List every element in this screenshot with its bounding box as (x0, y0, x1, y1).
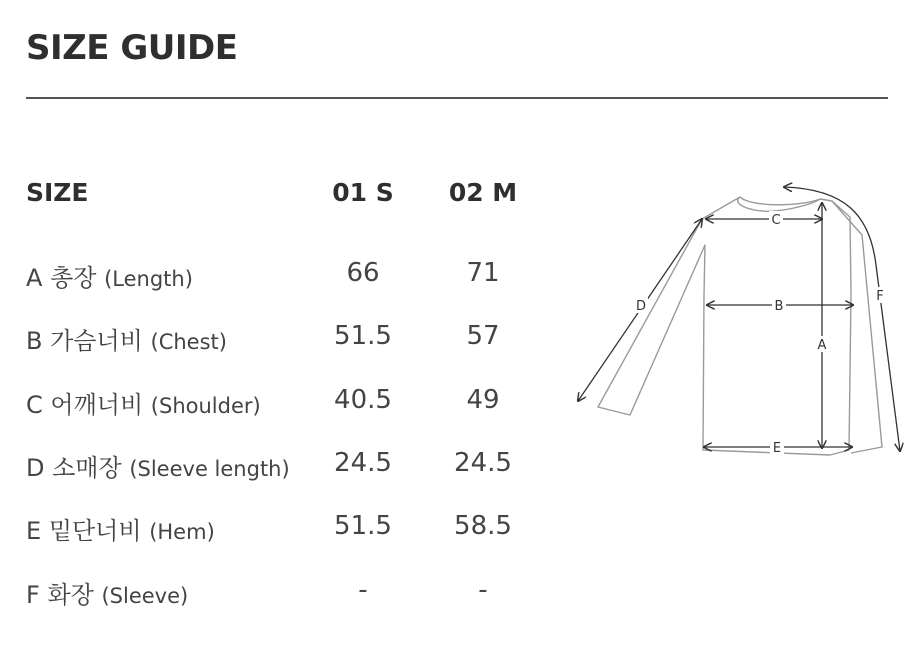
value-s: 66 (346, 258, 380, 288)
dimension-f-label: F (876, 289, 884, 304)
row-letter: F (26, 581, 40, 609)
row-label (26, 385, 261, 420)
row-korean-label: 총장 (50, 264, 97, 292)
value-s: 51.5 (334, 321, 392, 351)
row-english-label: (Chest) (150, 330, 227, 354)
row-english-label: (Sleeve length) (129, 457, 290, 481)
dimension-e-label: E (772, 441, 782, 456)
row-english-label: (Sleeve) (101, 584, 189, 608)
value-s: 40.5 (334, 385, 392, 415)
size-header: SIZE (26, 178, 89, 207)
dimension-b-label: B (774, 299, 784, 314)
garment-measurement-diagram (570, 175, 910, 475)
garment-outline (598, 197, 882, 455)
value-s: 51.5 (334, 511, 392, 541)
row-label (26, 511, 215, 546)
size-row-shoulder (0, 385, 560, 425)
size-row-sleeve-length (0, 448, 560, 488)
row-label (26, 448, 290, 483)
dimension-c-label: C (771, 213, 781, 228)
size-row-hem (0, 511, 560, 551)
row-letter: B (26, 327, 43, 355)
row-letter: C (26, 391, 43, 419)
value-m: 58.5 (454, 511, 512, 541)
row-english-label: (Hem) (149, 520, 215, 544)
size-m-header: 02 M (448, 178, 518, 207)
row-english-label: (Length) (104, 267, 193, 291)
row-korean-label: 화장 (47, 581, 94, 609)
dimension-a-label: A (817, 338, 827, 353)
row-label (26, 321, 227, 356)
page-title: SIZE GUIDE (26, 28, 238, 68)
size-row-sleeve (0, 575, 560, 615)
size-row-chest (0, 321, 560, 361)
size-s-header: 01 S (332, 178, 394, 207)
row-korean-label: 밑단너비 (48, 517, 142, 545)
value-s: - (358, 575, 368, 605)
row-letter: A (26, 264, 43, 292)
row-korean-label: 소매장 (52, 454, 122, 482)
value-m: 71 (466, 258, 500, 288)
value-m: 24.5 (454, 448, 512, 478)
value-m: 57 (466, 321, 500, 351)
row-letter: D (26, 454, 45, 482)
dimension-f-line (784, 187, 900, 451)
dimension-d-label: D (635, 299, 647, 314)
title-divider (26, 97, 888, 99)
row-english-label: (Shoulder) (150, 394, 261, 418)
size-row-length (0, 258, 560, 298)
row-letter: E (26, 517, 42, 545)
row-label (26, 258, 193, 293)
row-korean-label: 가슴너비 (50, 327, 143, 355)
value-s: 24.5 (334, 448, 392, 478)
value-m: - (478, 575, 488, 605)
row-label (26, 575, 188, 610)
value-m: 49 (466, 385, 500, 415)
row-korean-label: 어깨너비 (50, 391, 144, 419)
